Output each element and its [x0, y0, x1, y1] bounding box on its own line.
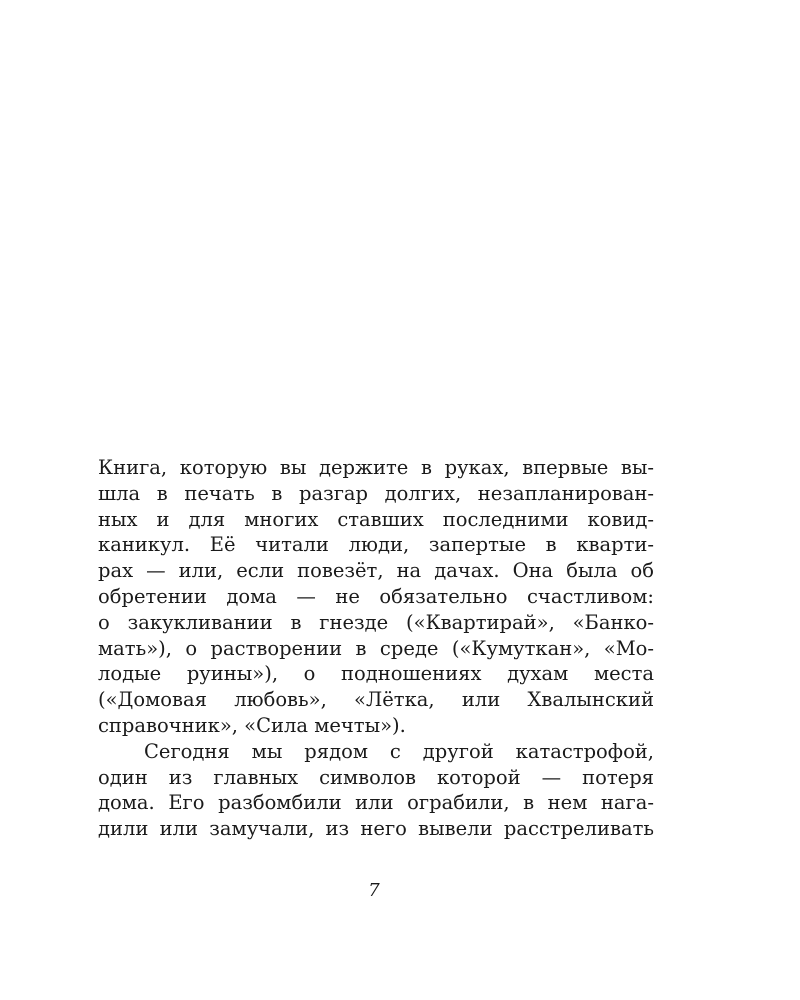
text-line: Сегодня мы рядом с другой катастрофой,: [144, 739, 654, 763]
text-line: справочник», «Сила мечты»).: [98, 713, 406, 737]
text-line: дили или замучали, из него вывели расстреливать: [98, 817, 654, 841]
text-line: ных и для многих ставших последними ковид-: [98, 507, 654, 531]
text-line: рах — или, если повезёт, на дачах. Она была об: [98, 559, 654, 583]
text-line: каникул. Её читали люди, запертые в кварти-: [98, 533, 654, 557]
text-line: обретении дома — не обязательно счастливом:: [98, 584, 654, 608]
text-line: о закукливании в гнезде («Квартирай», «Банко-: [98, 610, 654, 634]
page-number: 7: [368, 880, 380, 901]
text-line: («Домовая любовь», «Лётка, или Хвалынский: [98, 688, 654, 712]
text-line: Книга, которую вы держите в руках, впервые вы-: [98, 456, 654, 479]
body-text: [98, 455, 654, 842]
text-line: лодые руины»), о подношениях духам места: [98, 662, 654, 686]
text-line: шла в печать в разгар долгих, незапланирован-: [98, 481, 654, 505]
text-line: один из главных символов которой — потеря: [98, 765, 654, 789]
text-line: мать»), о растворении в среде («Кумуткан», «Мо-: [98, 636, 654, 660]
text-line: дома. Его разбомбили или ограбили, в нем нага-: [98, 791, 654, 815]
